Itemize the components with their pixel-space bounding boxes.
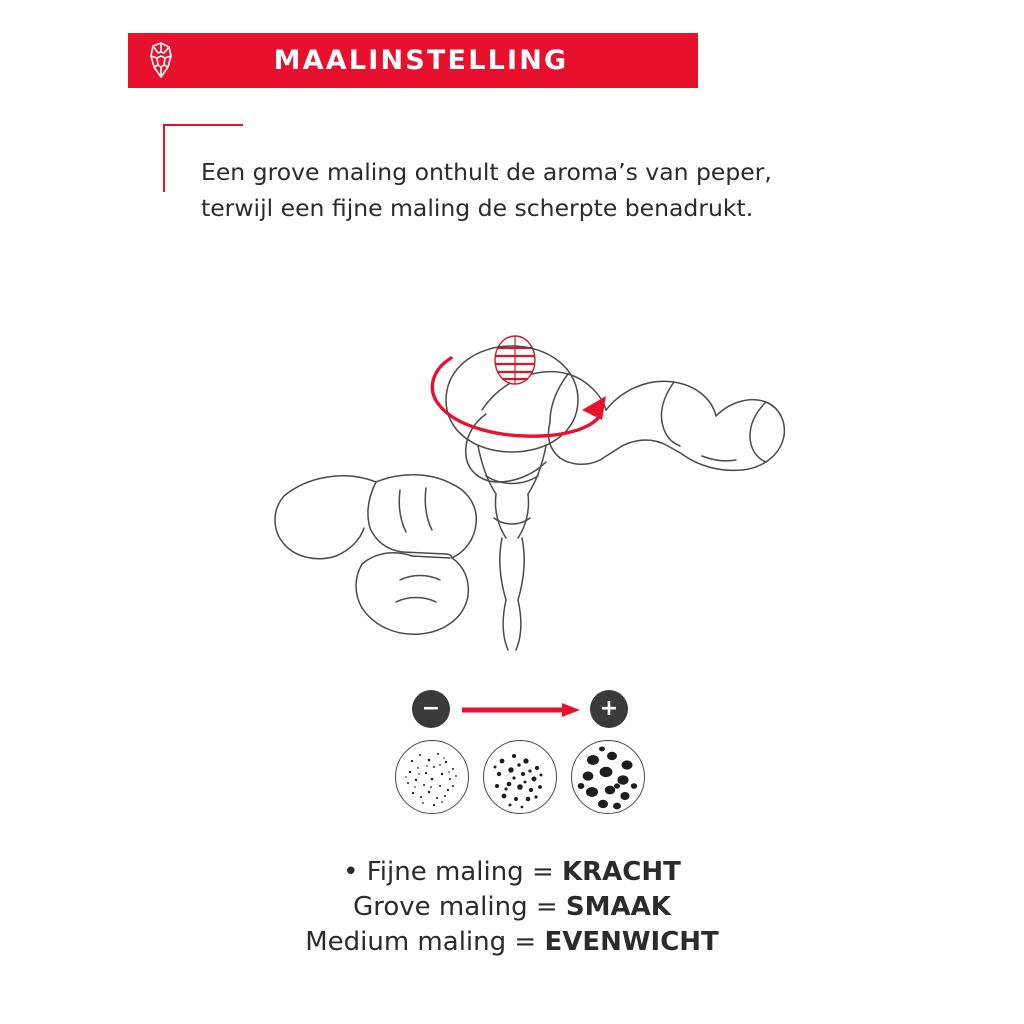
minus-badge-icon[interactable]: −: [412, 690, 450, 728]
intro-text: [201, 154, 821, 226]
grind-scale: [390, 690, 650, 820]
legend-medium-value: EVENWICHT: [544, 927, 719, 957]
intro-line-2: terwijl een fijne maling de scherpte benadrukt.: [201, 194, 754, 222]
plus-badge-icon[interactable]: +: [590, 690, 628, 728]
legend-row-medium: [0, 925, 1024, 960]
legend-coarse-value: SMAAK: [565, 892, 671, 922]
medium-grind-disc: [483, 740, 557, 814]
legend-fine-value: KRACHT: [562, 857, 681, 887]
lion-head-icon: [128, 33, 194, 88]
fine-grind-disc: [395, 740, 469, 814]
legend-row-coarse: [0, 890, 1024, 925]
legend-fine-text: Fijne maling =: [366, 857, 562, 887]
grind-sample-discs: [390, 740, 650, 820]
grind-legend: [0, 855, 1024, 960]
grind-scale-badges: [390, 690, 650, 740]
coarse-grind-disc: [571, 740, 645, 814]
legend-row-fine: [0, 855, 1024, 890]
pepper-mill-illustration: [250, 250, 810, 680]
header-banner: [128, 33, 698, 88]
intro-line-1: Een grove maling onthult de aroma’s van peper,: [201, 158, 772, 186]
page-title: MAALINSTELLING: [273, 45, 569, 76]
arrow-right-icon: [462, 702, 582, 718]
legend-medium-text: Medium maling =: [305, 927, 545, 957]
legend-fine-bullet: •: [343, 857, 367, 887]
legend-coarse-text: Grove maling =: [353, 892, 566, 922]
